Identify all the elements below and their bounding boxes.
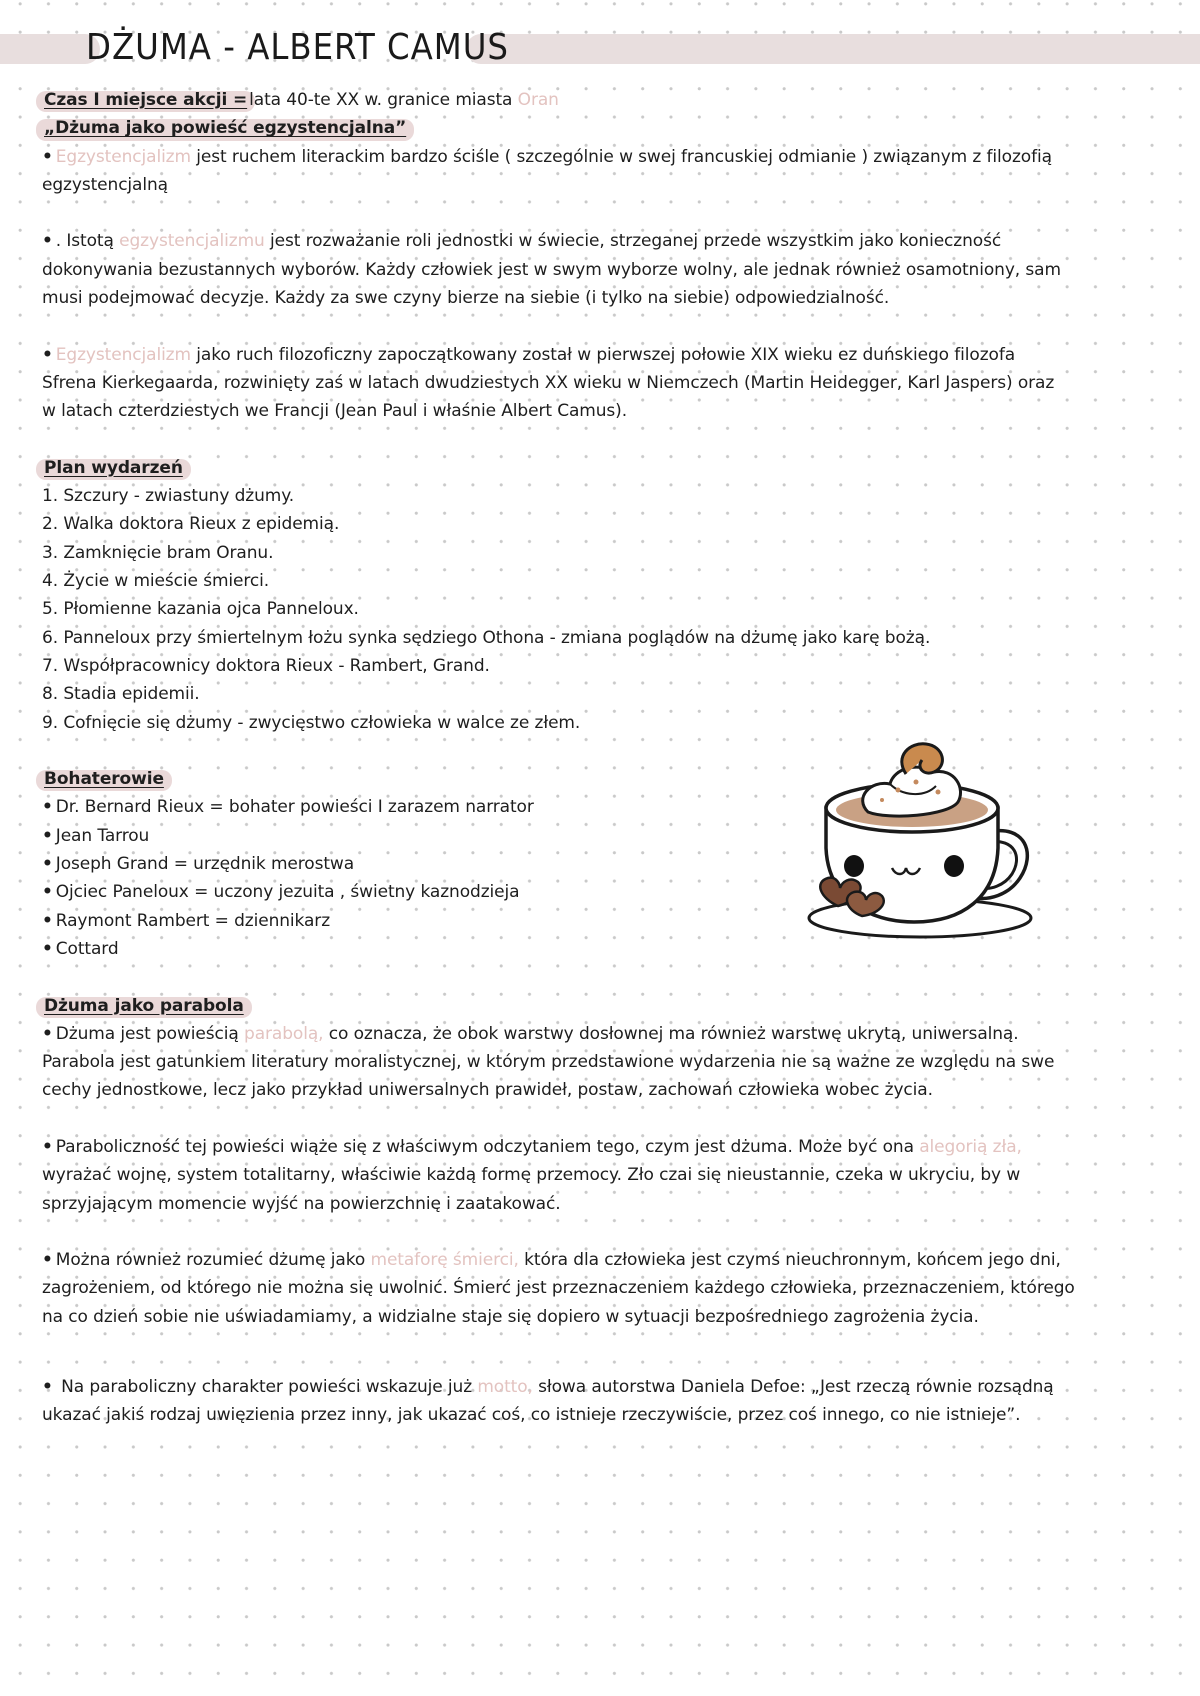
existential-heading-line [42, 114, 1154, 142]
existential-p1-text: jest ruchem literackim bardzo ściśle ( szczególnie w swej francuskiej odmianie ) związanym z filozofią [190, 146, 1052, 167]
parable-p3-line3: na co dzień sobie nie uświadamiamy, a widzialne staje się dopiero w sytuacji bezpośredniego zagrożenia życia. [42, 1306, 979, 1327]
parable-p1-text: co oznacza, że obok warstwy dosłownej ma również warstwę ukrytą, uniwersalną. [323, 1023, 1019, 1044]
parable-p4-line2: ukazać jakiś rodzaj uwięzienia przez inny, jak ukazać coś, co istnieje rzeczywiście, przez coś innego, co nie istnieje”. [42, 1405, 1021, 1426]
existential-p1-line2: egzystencjalną [42, 174, 168, 195]
list-item [42, 793, 1154, 821]
existential-p3-line1 [42, 341, 1154, 369]
title-bar [0, 22, 1200, 74]
time-place-label: Czas I miejsce akcji = [42, 86, 249, 114]
existential-p1-highlight: Egzystencjalizm [55, 146, 191, 167]
notes-content [42, 86, 1154, 1430]
list-item: 9. Cofnięcie się dżumy - zwycięstwo człowieka w walce ze złem. [42, 712, 581, 733]
list-item [42, 822, 1154, 850]
bullet-icon: • [42, 1377, 53, 1398]
parable-p1-highlight: parabolą, [244, 1023, 324, 1044]
parable-p1-line3: cechy jednostkowe, lecz jako przykład uniwersalnych prawideł, postaw, zachowań człowieka wobec życia. [42, 1080, 933, 1101]
parable-heading: Dżuma jako parabola [42, 992, 246, 1020]
parable-p4-highlight: motto, [477, 1377, 533, 1398]
bullet-icon: • [42, 1250, 53, 1271]
list-item: 3. Zamknięcie bram Oranu. [42, 542, 274, 563]
list-item [42, 850, 1154, 878]
existential-p2-lead: . Istotą [55, 231, 120, 252]
bullet-icon: • [42, 1136, 53, 1157]
parable-p4-lead: Na paraboliczny charakter powieści wskazuje już [55, 1377, 478, 1398]
character-name: Jean Tarrou [55, 825, 150, 846]
existential-p3-highlight: Egzystencjalizm [55, 344, 191, 365]
parable-p2-highlight: alegorią zła, [919, 1136, 1022, 1157]
existential-p2-text: jest rozważanie roli jednostki w świecie, strzeganej przede wszystkim jako konieczność [264, 231, 1002, 252]
existential-heading: „Dżuma jako powieść egzystencjalna” [42, 114, 408, 142]
existential-p3-line2: Sfrena Kierkegaarda, rozwinięty zaś w latach dwudziestych XX wieku w Niemczech (Martin Heidegger, Karl Jaspers) oraz [42, 372, 1055, 393]
bullet-icon: • [42, 882, 53, 903]
bullet-icon: • [42, 146, 53, 167]
parable-p1-line1 [42, 1020, 1154, 1048]
parable-p3-lead: Można również rozumieć dżumę jako [55, 1250, 371, 1271]
parable-p2-lead: Paraboliczność tej powieści wiąże się z właściwym odczytaniem tego, czym jest dżuma. Może być ona [55, 1136, 920, 1157]
list-item: 5. Płomienne kazania ojca Panneloux. [42, 599, 359, 620]
parable-p2-line3: sprzyjającym momencie wyjść na powierzchnię i zaatakować. [42, 1193, 561, 1214]
list-item: 2. Walka doktora Rieux z epidemią. [42, 514, 340, 535]
parable-p3-line1 [42, 1246, 1154, 1274]
bullet-icon: • [42, 231, 53, 252]
character-name: Raymont Rambert = dziennikarz [55, 910, 331, 931]
bullet-icon: • [42, 825, 53, 846]
character-name: Joseph Grand = urzędnik merostwa [55, 854, 355, 875]
characters-heading-line [42, 765, 1154, 793]
bullet-icon: • [42, 854, 53, 875]
plan-heading: Plan wydarzeń [42, 454, 185, 482]
time-place-city: Oran [517, 90, 559, 110]
bullet-icon: • [42, 344, 53, 365]
bullet-icon: • [42, 938, 53, 959]
bullet-icon: • [42, 1023, 53, 1044]
list-item [42, 935, 1154, 963]
list-item: 1. Szczury - zwiastuny dżumy. [42, 486, 295, 507]
plan-heading-line [42, 454, 1154, 482]
existential-p1-line1 [42, 143, 1154, 171]
existential-p2-line1 [42, 227, 1154, 255]
existential-p2-line3: musi podejmować decyzje. Każdy za swe czyny bierze na siebie (i tylko na siebie) odpowiedzialność. [42, 288, 890, 309]
character-name: Dr. Bernard Rieux = bohater powieści I zarazem narrator [55, 797, 534, 818]
parable-p3-highlight: metaforę śmierci, [370, 1250, 519, 1271]
title-decoration-left [0, 34, 100, 64]
parable-heading-line [42, 992, 1154, 1020]
bullet-icon: • [42, 797, 53, 818]
existential-p3-line3: w latach czterdziestych we Francji (Jean Paul i właśnie Albert Camus). [42, 401, 628, 422]
list-item [42, 907, 1154, 935]
parable-p2-line1 [42, 1133, 1154, 1161]
list-item: 8. Stadia epidemii. [42, 684, 200, 705]
characters-list [42, 793, 1154, 963]
bullet-icon: • [42, 910, 53, 931]
list-item: 4. Życie w mieście śmierci. [42, 571, 270, 592]
character-name: Ojciec Paneloux = uczony jezuita , świetny kaznodzieja [55, 882, 520, 903]
list-item: 6. Panneloux przy śmiertelnym łożu synka sędziego Othona - zmiana poglądów na dżumę jako karę bożą. [42, 627, 931, 648]
parable-p4-line1 [42, 1373, 1154, 1401]
parable-p3-line2: zagrożeniem, od którego nie można się uwolnić. Śmierć jest przeznaczeniem każdego człowieka, przeznaczeniem, którego [42, 1278, 1075, 1299]
parable-p1-lead: Dżuma jest powieścią [55, 1023, 244, 1044]
characters-heading: Bohaterowie [42, 765, 166, 793]
existential-p2-highlight: egzystencjalizmu [119, 231, 265, 252]
character-name: Cottard [55, 938, 119, 959]
list-item [42, 878, 1154, 906]
time-place-text: lata 40-te XX w. granice miasta [249, 90, 518, 110]
parable-p4-text: słowa autorstwa Daniela Defoe: „Jest rzeczą równie rozsądną [532, 1377, 1054, 1398]
list-item: 7. Współpracownicy doktora Rieux - Rambert, Grand. [42, 655, 490, 676]
parable-p1-line2: Parabola jest gatunkiem literatury moralistycznej, w którym przedstawione wydarzenia nie są ważne ze względu na swe [42, 1052, 1055, 1073]
existential-p3-text: jako ruch filozoficzny zapoczątkowany został w pierwszej połowie XIX wieku ez duńskiego filozofa [190, 344, 1016, 365]
parable-p3-text: która dla człowieka jest czymś nieuchronnym, końcem jego dni, [518, 1250, 1061, 1271]
page-title: DŻUMA - ALBERT CAMUS [86, 27, 509, 68]
plan-list [42, 482, 1154, 737]
existential-p2-line2: dokonywania bezustannych wyborów. Każdy człowiek jest w swym wyborze wolny, ale jednak również osamotniony, sam [42, 259, 1061, 280]
parable-p2-line2: wyrażać wojnę, system totalitarny, właściwie każdą formę przemocy. Zło czai się nieustannie, czeka w ukryciu, by w [42, 1165, 1021, 1186]
time-place-line [42, 86, 1154, 114]
title-decoration-right [466, 34, 1200, 64]
